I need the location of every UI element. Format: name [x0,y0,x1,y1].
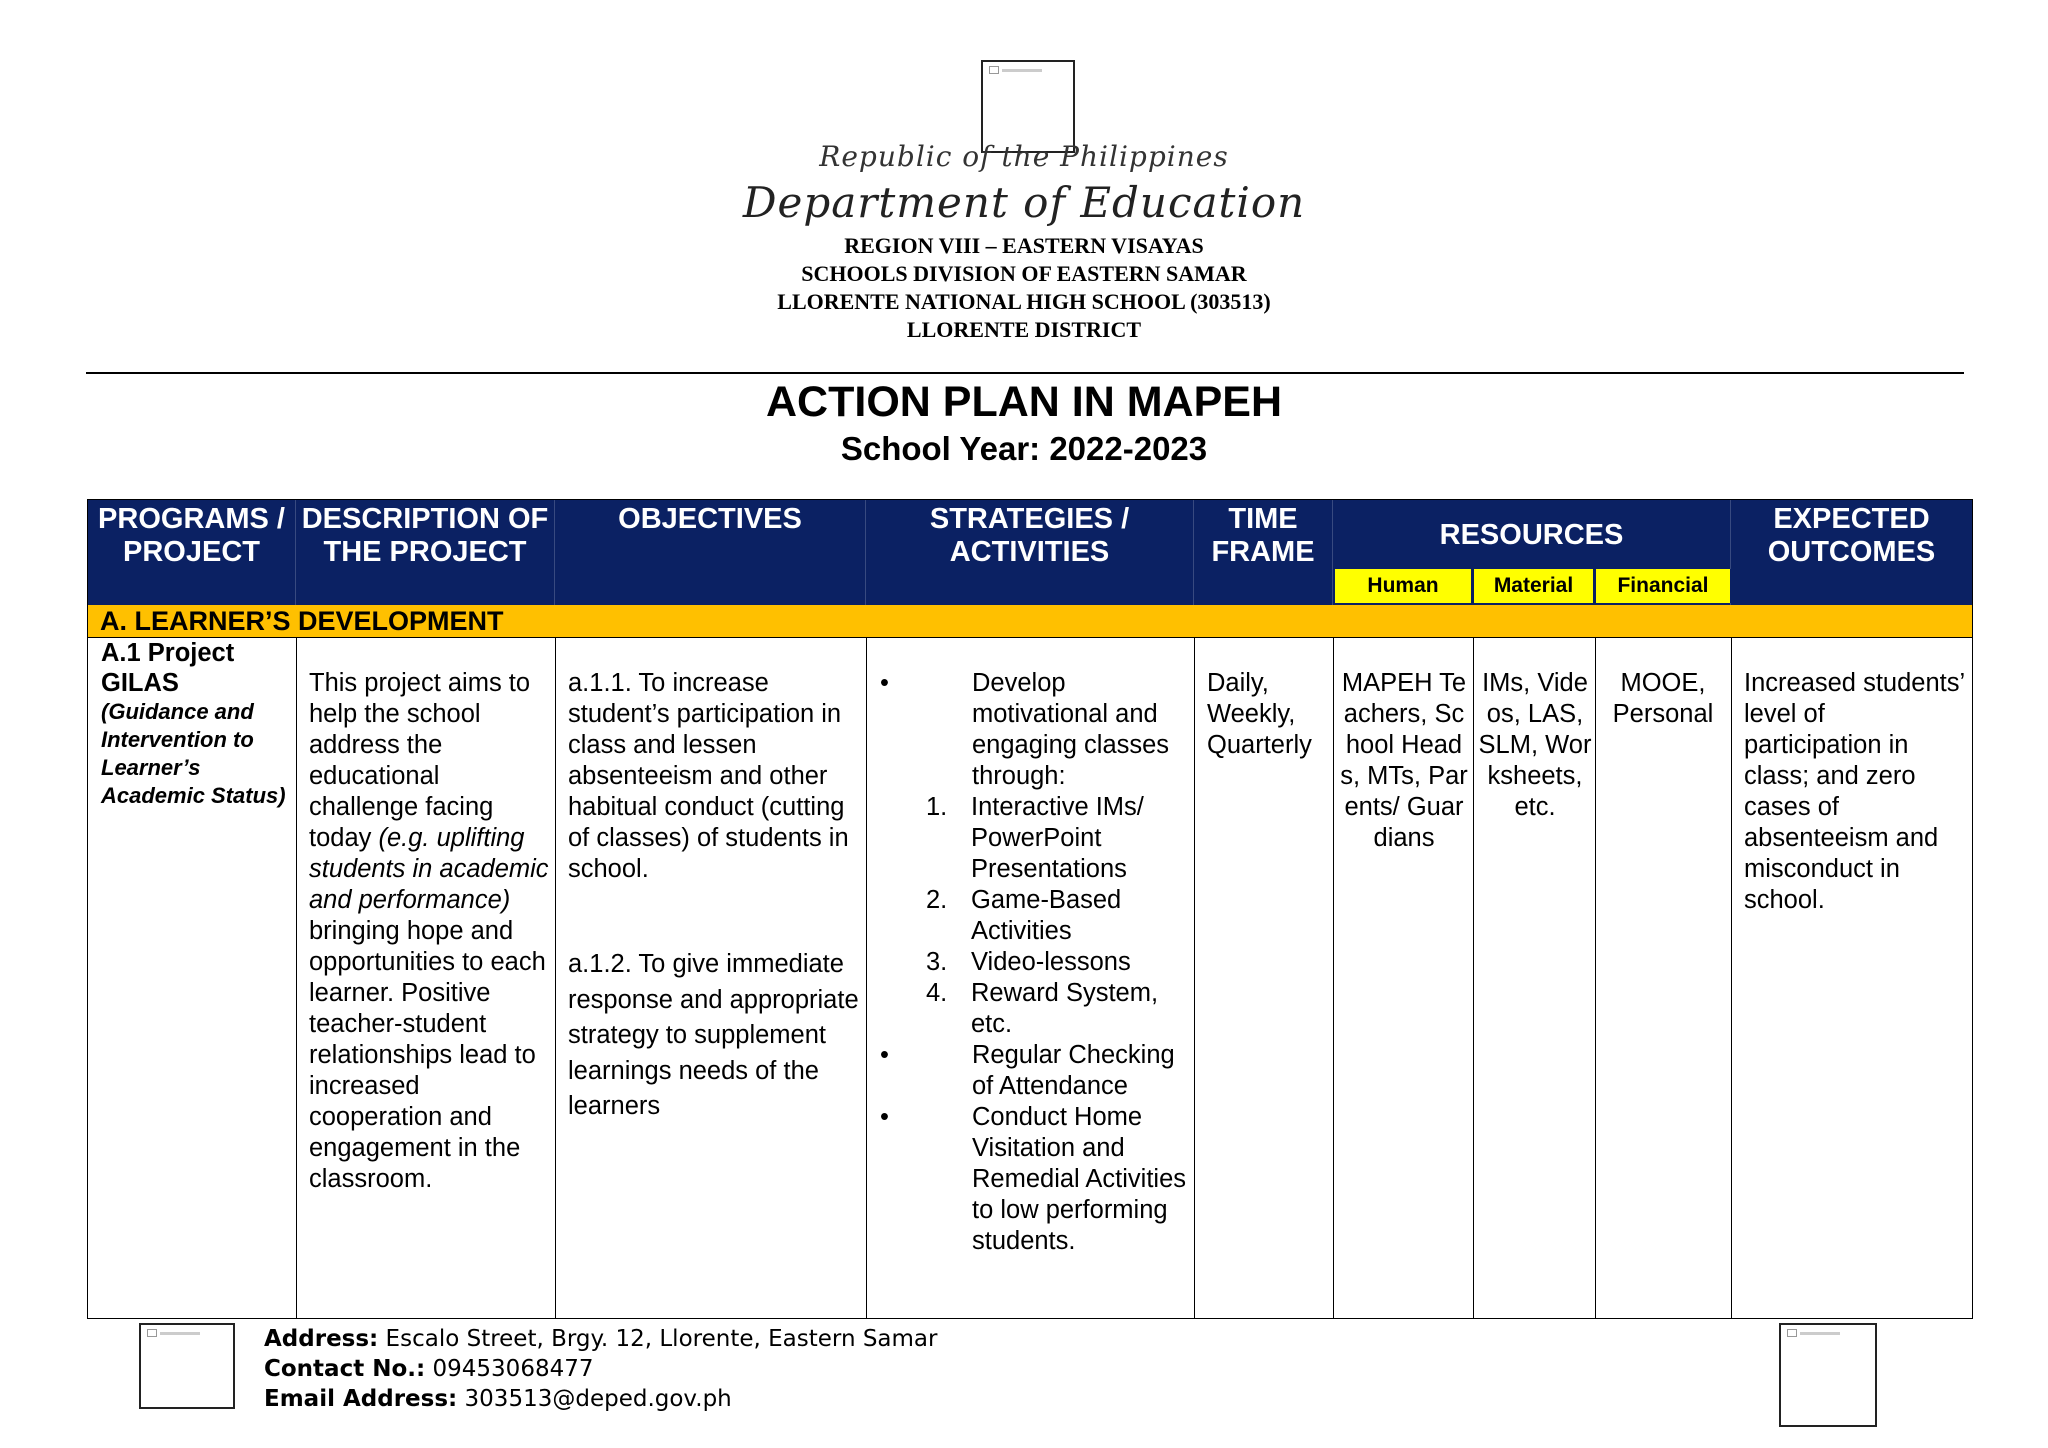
bullet-icon: • [880,669,889,697]
column-divider [555,638,556,1318]
header-strategies: STRATEGIES / ACTIVITIES [866,500,1194,605]
republic-heading: Republic of the Philippines [819,140,1229,173]
office-line-division: SCHOOLS DIVISION OF EASTERN SAMAR [801,261,1247,286]
bullet-icon: • [880,1041,889,1069]
subheader-human: Human [1334,569,1473,603]
column-divider [866,638,867,1318]
footer-contact [264,1324,937,1414]
header-programs: PROGRAMS / PROJECT [88,500,296,605]
objective-a-1-2: a.1.2. To give immediate response and appropriate strategy to supplement learnings needs of the learners [568,950,859,1120]
program-cell [101,638,291,810]
office-line-region: REGION VIII – EASTERN VISAYAS [844,233,1204,258]
footer-logo-right-image [1779,1323,1877,1427]
header-time-frame: TIME FRAME [1194,500,1333,605]
broken-image-icon [989,66,999,74]
objectives-cell [568,668,860,1125]
human-resources-cell: MAPEH Teachers, School Heads, MTs, Parents/ Guardians [1340,669,1468,852]
header-objectives: OBJECTIVES [555,500,866,605]
office-line-school: LLORENTE NATIONAL HIGH SCHOOL (303513) [777,289,1271,314]
bullet-icon: • [880,1103,889,1131]
strategy-1-list [926,792,1191,1040]
outcomes-cell: Increased students’ level of participation in class; and zero cases of absenteeism and misconduct in school. [1744,669,1965,914]
header-description: DESCRIPTION OF THE PROJECT [296,500,555,605]
broken-image-icon [147,1329,157,1337]
column-divider [1473,638,1474,1318]
footer-email: Email Address: 303513@deped.gov.ph [264,1386,732,1412]
subheader-material: Material [1473,569,1595,603]
description-text-b: bringing hope and opportunities to each learner. Positive teacher-student relationships lead to increased cooperation and engagement in the classroom. [309,917,546,1193]
strategy-1-item: 4. Reward System, etc. [926,979,1159,1038]
column-divider [1595,638,1596,1318]
strategy-1-item: 2. Game-Based Activities [926,886,1122,945]
description-cell [309,668,549,1195]
description-text-a: This project aims to help the school address the educational challenge facing today [309,669,531,852]
office-line-district: LLORENTE DISTRICT [906,317,1142,342]
column-divider [296,638,297,1318]
financial-resources-cell: MOOE, Personal [1612,669,1714,728]
office-block [0,232,2048,344]
header-divider [86,372,1964,374]
material-resources-cell: IMs, Videos, LAS, SLM, Worksheets, etc. [1478,669,1592,821]
program-subtitle: (Guidance and Intervention to Learner’s Academic Status) [101,699,286,808]
section-learners-development: A. LEARNER’S DEVELOPMENT [88,605,1972,638]
footer-address: Address: Escalo Street, Brgy. 12, Llorente, Eastern Samar [264,1326,938,1352]
page-title: ACTION PLAN IN MAPEH [766,378,1282,426]
strategy-1-item: 1. Interactive IMs/ PowerPoint Presentations [926,793,1144,883]
footer-logo-left-image [139,1323,235,1409]
objective-a-1-1: a.1.1. To increase student’s participation in class and lessen absenteeism and other habitual conduct (cutting of classes) of students in school. [568,669,849,883]
strategy-bullet [880,1040,1191,1102]
column-divider [1194,638,1195,1318]
action-plan-table [87,499,1973,1319]
header-resources: RESOURCES [1333,500,1731,605]
school-year: School Year: 2022-2023 [840,430,1208,467]
column-divider [1333,638,1334,1318]
footer-contact-number: Contact No.: 09453068477 [264,1356,594,1382]
strategy-1: Develop motivational and engaging classes through: [972,669,1170,790]
program-title: A.1 Project GILAS [101,639,235,697]
strategy-3: Conduct Home Visitation and Remedial Activities to low performing students. [972,1103,1186,1255]
subheader-financial: Financial [1595,569,1732,603]
description-italic: (e.g. uplifting students in academic and performance) [309,824,549,914]
strategy-2: Regular Checking of Attendance [972,1041,1175,1100]
time-frame-cell: Daily, Weekly, Quarterly [1207,669,1312,759]
strategy-1-item: 3. Video-lessons [926,948,1131,976]
strategy-bullet [880,1102,1191,1257]
column-divider [1731,638,1732,1318]
header-outcomes: EXPECTED OUTCOMES [1731,500,1972,605]
broken-image-icon [1787,1329,1797,1337]
strategies-cell [880,668,1191,1257]
department-heading: Department of Education [742,178,1306,227]
strategy-bullet [880,668,1191,1040]
